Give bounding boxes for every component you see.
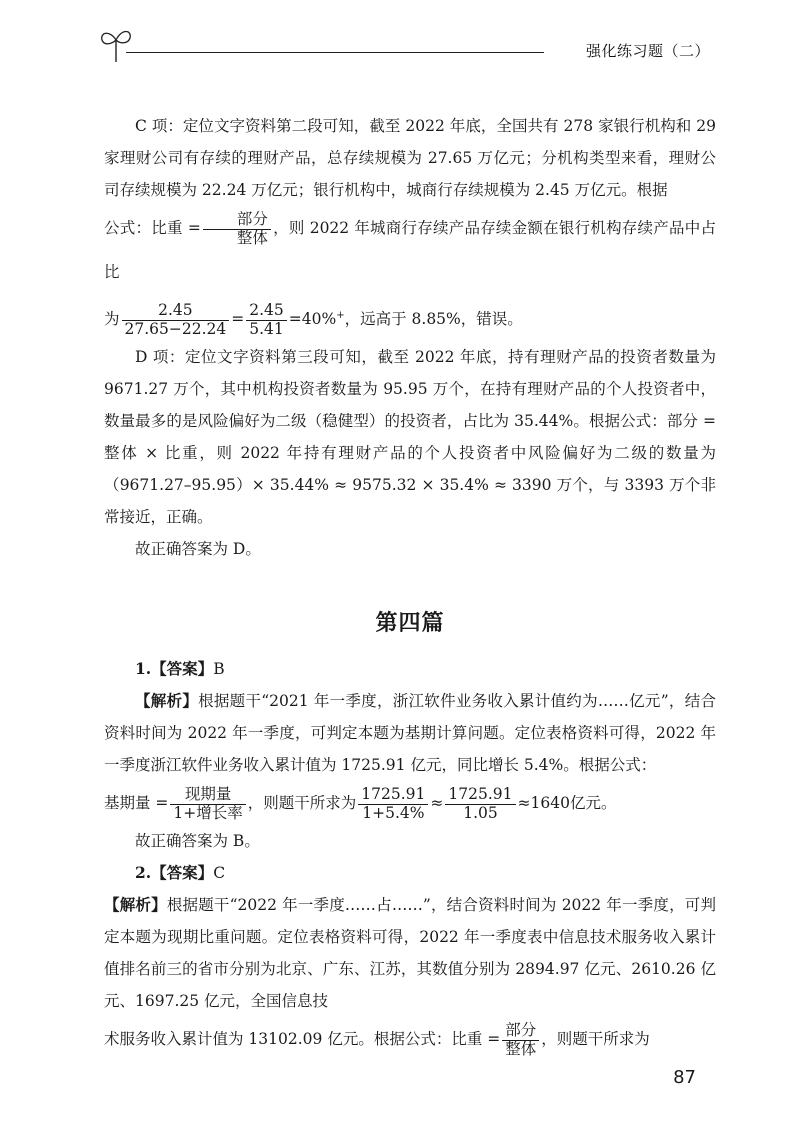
part-c-paragraph xyxy=(104,110,716,294)
section-title: 第四篇 xyxy=(375,610,445,637)
part-d-conclusion: 故正确答案为 D。 xyxy=(135,540,261,559)
q1-answer: 1.【答案】B xyxy=(135,659,225,679)
q1-calc-fraction-2: $\frac{1725.91}{1.05}$ xyxy=(445,786,515,823)
page-content xyxy=(104,110,716,1061)
header-title: 强化练习题（二） xyxy=(585,42,710,60)
q2-analysis: 【解析】根据题干“2022 年一季度……占……”，结合资料时间为 2022 年一季度，可判定本题为现期比重问题。定位表格资料可得，2022 年一季度表中信息技术服务收入累计值排名前三的省市分别为北京、广东、江苏，其数值分别为 2894.97 亿元、2610.26 亿元、1697.25 亿元，全国信息技 xyxy=(104,895,716,1011)
part-c-formula-prefix: 公式：比重 = xyxy=(104,219,201,237)
page-number: 87 xyxy=(673,1067,696,1088)
q1-conclusion: 故正确答案为 B。 xyxy=(135,832,260,851)
sprout-icon xyxy=(96,22,136,66)
q2-ratio-fraction: $\frac{\text{部分}}{\text{整体}}$ xyxy=(502,1022,539,1059)
page-header xyxy=(96,22,716,70)
part-c-formula-suffix: ，则 2022 年城商行存续产品存续金额在银行机构存续产品中占比 xyxy=(104,219,716,281)
q1-formula: 基期量 = $\frac{\text{现期量}}{\text{1+增长率}}$ ，则题干所求为 $\frac{1725.91}{1+5.4\%}$ ≈ $\frac{1725.91}{1.05}$ ≈1640亿元。 xyxy=(104,784,617,822)
base-period-fraction: $\frac{\text{现期量}}{\text{1+增长率}}$ xyxy=(170,786,245,823)
part-c-calculation: 为 $\frac{2.45}{27.65-22.24}$ = $\frac{2.45}{5.41}$ =40%+，远高于 8.85%，错误。 xyxy=(104,300,523,338)
part-d-paragraph: D 项：定位文字资料第三段可知，截至 2022 年底，持有理财产品的投资者数量为 9671.27 万个，其中机构投资者数量为 95.95 万个，在持有理财产品的个人投资者中，数量最多的是风险偏好为二级（稳健型）的投资者，占比为 35.44%。根据公式：部分 = 整体 × 比重，则 2022 年持有理财产品的个人投资者中风险偏好为二级的数量为（9671.27–95.95）× 35.44% ≈ 9575.32 × 35.4% ≈ 3390 万个，与 3393 万个非常接近，正确。 xyxy=(104,348,716,527)
q1-calc-fraction-1: $\frac{1725.91}{1+5.4\%}$ xyxy=(358,786,428,823)
calc-fraction-2: $\frac{2.45}{5.41}$ xyxy=(246,302,287,339)
calc-fraction-1: $\frac{2.45}{27.65-22.24}$ xyxy=(122,302,230,339)
q2-answer: 2.【答案】C xyxy=(135,863,226,883)
ratio-fraction: $\frac{\text{部分}}{\text{整体}}$ xyxy=(203,211,271,248)
q1-analysis: 【解析】根据题干“2021 年一季度，浙江软件业务收入累计值约为……亿元”，结合资料时间为 2022 年一季度，可判定本题为基期计算问题。定位表格资料可得，2022 年一季度浙江软件业务收入累计值为 1725.91 亿元，同比增长 5.4%。根据公式： xyxy=(104,691,716,775)
part-c-text: C 项：定位文字资料第二段可知，截至 2022 年底，全国共有 278 家银行机构和 29 家理财公司有存续的理财产品，总存续规模为 27.65 万亿元；分机构类型来看，理财公司存续规模为 22.24 万亿元；银行机构中，城商行存续规模为 2.45 万亿元。根据 xyxy=(104,117,716,199)
header-rule xyxy=(126,52,544,53)
q2-formula: 术服务收入累计值为 13102.09 亿元。根据公式：比重 = $\frac{\text{部分}}{\text{整体}}$ ，则题干所求为 xyxy=(104,1020,650,1058)
